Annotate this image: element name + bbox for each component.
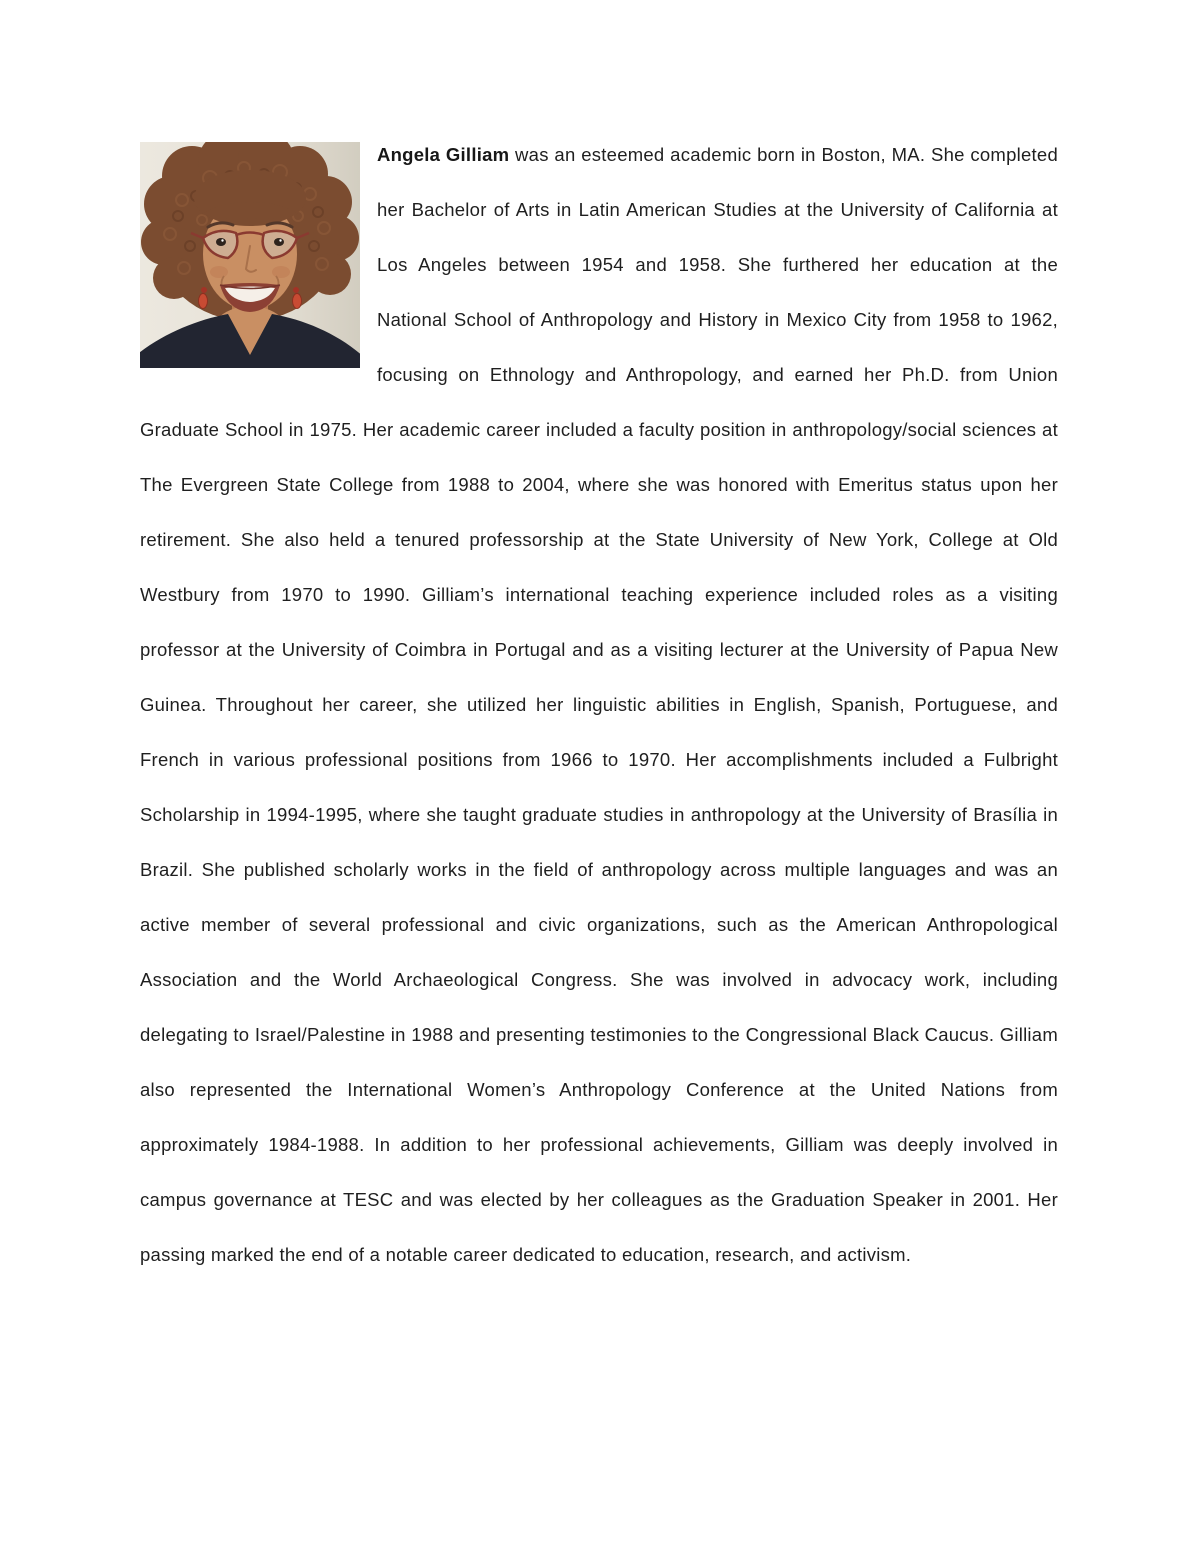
biography-text: was an esteemed academic born in Boston, MA. She completed her Bachelor of Arts in Latin American Studies at the University of California at Los Angeles between 1954 and 1958. She furthered her education at the National School of Anthropology and History in Mexico City from 1958 to 1962, focusing on Ethnology and Anthropology, and earned her Ph.D. from Union Graduate School in 1975. Her academic career included a faculty position in anthropology/social sciences at The Evergreen State College from 1988 to 2004, where she was honored with Emeritus status upon her retirement. She also held a tenured professorship at the State University of New York, College at Old Westbury from 1970 to 1990. Gilliam’s international teaching experience included roles as a visiting professor at the University of Coimbra in Portugal and as a visiting lecturer at the University of Papua New Guinea. Throughout her career, she utilized her linguistic abilities in English, Spanish, Portuguese, and French in various professional positions from 1966 to 1970. Her accomplishments included a Fulbright Scholarship in 1994-1995, where she taught graduate studies in anthropology at the University of Brasília in Brazil. She published scholarly works in the field of anthropology across multiple languages and was an active member of several professional and civic organizations, such as the American Anthropological Association and the World Archaeological Congress. She was involved in advocacy work, including delegating to Israel/Palestine in 1988 and presenting testimonies to the Congressional Black Caucus. Gilliam also represented the International Women’s Anthropology Conference at the United Nations from approximately 1984-1988. In addition to her professional achievements, Gilliam was deeply involved in campus governance at TESC and was elected by her colleagues as the Graduation Speaker in 2001. Her passing marked the end of a notable career dedicated to education, research, and activism. <box>140 144 1058 1265</box>
portrait-photo <box>140 142 360 368</box>
biography-paragraph <box>140 127 1058 1282</box>
portrait-photo-illustration <box>140 142 360 368</box>
person-name: Angela Gilliam <box>377 144 510 165</box>
